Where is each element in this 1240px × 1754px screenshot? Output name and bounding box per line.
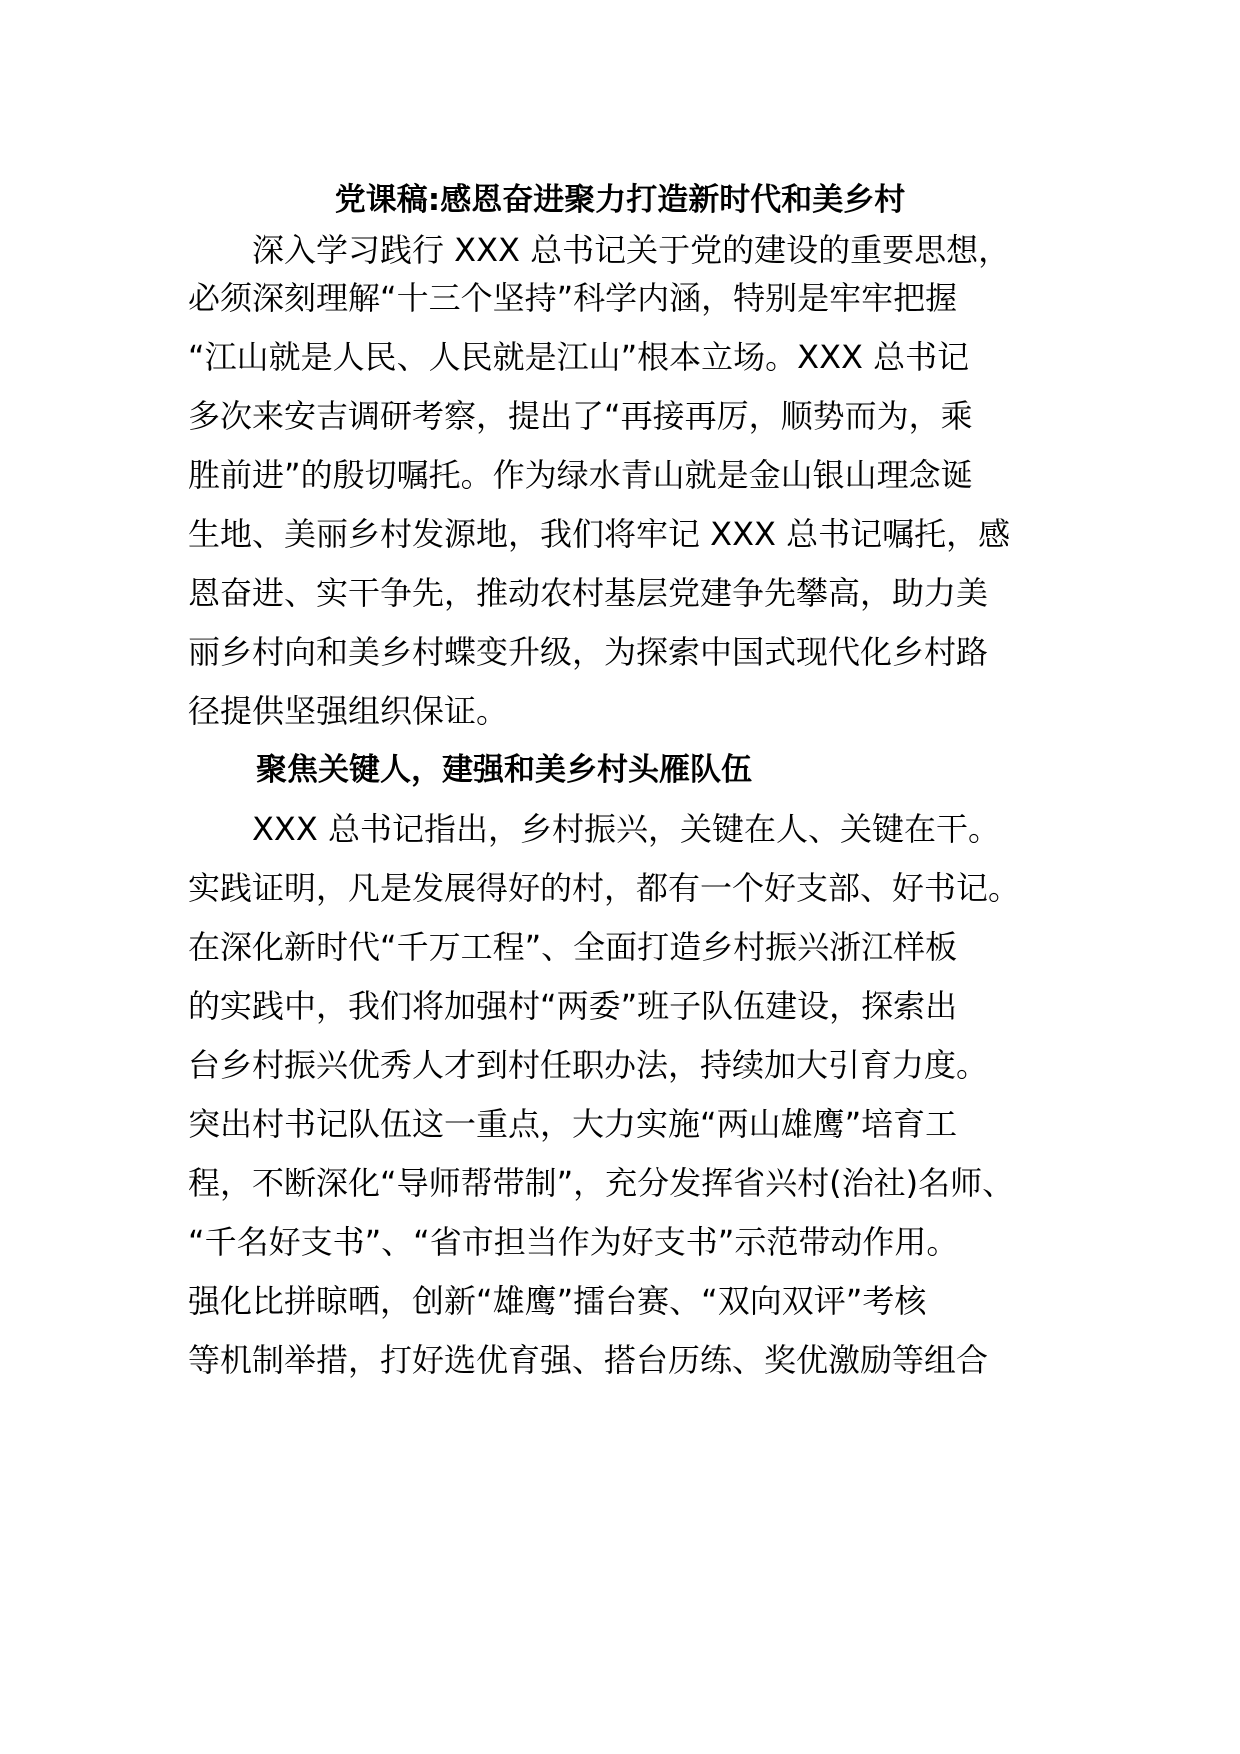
paragraph2-line: “千名好支书”、“省市担当作为好支书”示范带动作用。 — [188, 1223, 959, 1261]
paragraph2-line: 等机制举措，打好选优育强、搭台历练、奖优激励等组合 — [188, 1341, 989, 1379]
document-title: 党课稿:感恩奋进聚力打造新时代和美乡村 — [334, 182, 906, 218]
paragraph2-line: 实践证明，凡是发展得好的村，都有一个好支部、好书记。 — [188, 869, 1021, 907]
paragraph1-line: 恩奋进、实干争先，推动农村基层党建争先攀高，助力美 — [188, 574, 989, 612]
paragraph1-line: 多次来安吉调研考察，提出了“再接再厉，顺势而为，乘 — [188, 397, 973, 435]
paragraph1-line: 深入学习践行 XXX 总书记关于党的建设的重要思想， — [188, 231, 1011, 269]
paragraph2-line: 在深化新时代“千万工程”、全面打造乡村振兴浙江样板 — [188, 928, 958, 966]
paragraph1-line: 生地、美丽乡村发源地，我们将牢记 XXX 总书记嘱托，感 — [188, 515, 1011, 553]
paragraph2-line: 台乡村振兴优秀人才到村任职办法，持续加大引育力度。 — [188, 1046, 989, 1084]
paragraph1-line: 必须深刻理解“十三个坚持”科学内涵，特别是牢牢把握 — [188, 279, 958, 317]
paragraph2-line: 强化比拼晾晒，创新“雄鹰”擂台赛、“双向双评”考核 — [188, 1282, 927, 1320]
paragraph2-line: 程，不断深化“导师帮带制”，充分发挥省兴村(治社)名师、 — [188, 1164, 1015, 1202]
paragraph1-line: 胜前进”的殷切嘱托。作为绿水青山就是金山银山理念诞 — [188, 456, 973, 494]
paragraph2-line: XXX 总书记指出，乡村振兴，关键在人、关键在干。 — [188, 810, 1000, 848]
paragraph1-line: 径提供坚强组织保证。 — [188, 692, 509, 730]
paragraph2-line: 突出村书记队伍这一重点，大力实施“两山雄鹰”培育工 — [188, 1105, 958, 1143]
paragraph2-line: 的实践中，我们将加强村“两委”班子队伍建设，探索出 — [188, 987, 958, 1025]
section-heading: 聚焦关键人，建强和美乡村头雁队伍 — [256, 752, 752, 788]
paragraph1-line: 丽乡村向和美乡村蝶变升级，为探索中国式现代化乡村路 — [188, 633, 989, 671]
paragraph1-line: “江山就是人民、人民就是江山”根本立场。XXX 总书记 — [188, 338, 970, 376]
